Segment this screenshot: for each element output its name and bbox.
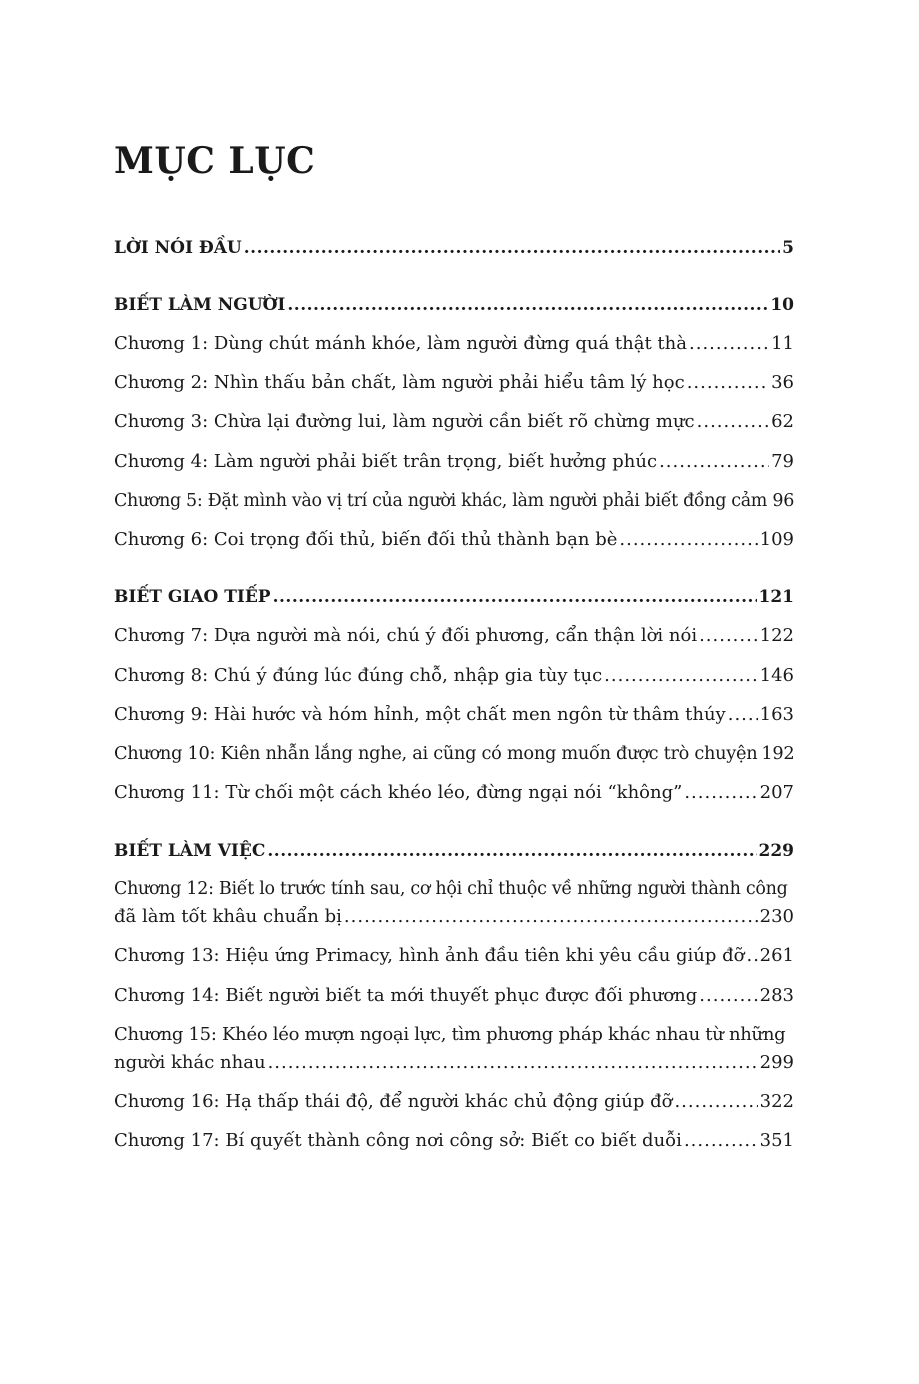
entry-page-number: 11 [771,333,794,354]
dot-leader [268,1050,758,1076]
toc-entry-chapter-14 [114,983,794,1009]
entry-label: Chương 11: Từ chối một cách khéo léo, đừng ngại nói “không” [114,782,683,803]
entry-label: Chương 6: Coi trọng đối thủ, biến đối thủ thành bạn bè [114,529,618,550]
toc-entry-preface [114,235,794,261]
entry-page-number: 322 [759,1091,794,1112]
entry-label: Chương 3: Chừa lại đường lui, làm người cần biết rõ chừng mực [114,411,695,432]
toc-entry-chapter-3 [114,409,794,435]
entry-label: Chương 9: Hài hước và hóm hỉnh, một chất men ngôn từ thâm thúy [114,704,726,725]
entry-label: Chương 10: Kiên nhẫn lắng nghe, ai cũng có mong muốn được trò chuyện [114,744,758,764]
dot-leader [697,409,769,435]
entry-label-line-2: đã làm tốt khâu chuẩn bị [114,906,342,927]
entry-page-number: 261 [759,945,794,966]
entry-page-number: 122 [759,625,794,646]
toc-entry-chapter-4 [114,449,794,475]
entry-page-number: 121 [758,587,794,607]
entry-page-number: 283 [759,985,794,1006]
dot-leader [689,331,769,357]
dot-leader [267,838,756,864]
dot-leader [684,1128,758,1154]
entry-page-number: 10 [770,295,794,315]
entry-label: LỜI NÓI ĐẦU [114,238,242,258]
dot-leader [287,292,768,318]
entry-label-line-1: Chương 12: Biết lo trước tính sau, cơ hội chỉ thuộc về những người thành công [114,879,788,899]
entry-label: Chương 7: Dựa người mà nói, chú ý đối phương, cẩn thận lời nói [114,625,698,646]
dot-leader [728,702,758,728]
toc-entry-chapter-15 [114,1050,794,1076]
dot-leader [344,904,758,930]
entry-page-number: 96 [772,491,794,511]
toc-entry-chapter-1 [114,331,794,357]
dot-leader [699,623,758,649]
entry-page-number: 229 [758,841,794,861]
entry-page-number: 351 [759,1130,794,1151]
entry-label-line-2: người khác nhau [114,1052,266,1073]
dot-leader [699,983,757,1009]
dot-leader [604,663,757,689]
entry-label-line-1: Chương 15: Khéo léo mượn ngoại lực, tìm phương pháp khác nhau từ những [114,1024,786,1045]
dot-leader [244,235,780,261]
entry-page-number: 299 [759,1052,794,1073]
toc-entry-chapter-2 [114,370,794,396]
entry-label: Chương 8: Chú ý đúng lúc đúng chỗ, nhập gia tùy tục [114,665,603,686]
entry-page-number: 230 [759,906,794,927]
section-label: BIẾT LÀM VIỆC [114,841,266,861]
entry-label: Chương 17: Bí quyết thành công nơi công sở: Biết co biết duỗi [114,1130,682,1151]
dot-leader [687,370,769,396]
entry-page-number: 79 [771,451,794,472]
toc-entry-chapter-7 [114,623,794,649]
entry-label: Chương 2: Nhìn thấu bản chất, làm người phải hiểu tâm lý học [114,372,685,393]
dot-leader [746,943,757,969]
entry-label: Chương 16: Hạ thấp thái độ, để người khác chủ động giúp đỡ [114,1091,673,1112]
entry-page-number: 36 [771,372,794,393]
entry-page-number: 207 [759,782,794,803]
entry-label: Chương 1: Dùng chút mánh khóe, làm người đừng quá thật thà [114,333,687,354]
toc-entry-chapter-17 [114,1128,794,1154]
entry-label: Chương 5: Đặt mình vào vị trí của người khác, làm người phải biết đồng cảm [114,491,768,511]
toc-entry-chapter-5 [114,488,794,514]
dot-leader [684,780,757,806]
dot-leader [273,584,757,610]
toc-entry-chapter-12 [114,904,794,930]
entry-page-number: 146 [759,665,794,686]
section-label: BIẾT LÀM NGƯỜI [114,295,286,315]
entry-page-number: 5 [782,238,794,258]
entry-label: Chương 4: Làm người phải biết trân trọng, biết hưởng phúc [114,451,658,472]
page-title: MỤC LỤC [114,140,316,182]
dot-leader [674,1089,757,1115]
entry-label: Chương 13: Hiệu ứng Primacy, hình ảnh đầu tiên khi yêu cầu giúp đỡ [114,945,745,966]
entry-page-number: 62 [771,411,794,432]
toc-section-biet-lam-viec [114,838,794,864]
entry-page-number: 109 [759,529,794,550]
section-label: BIẾT GIAO TIẾP [114,587,271,607]
entry-page-number: 192 [761,744,795,764]
toc-section-biet-giao-tiep [114,584,794,610]
entry-label: Chương 14: Biết người biết ta mới thuyết phục được đối phương [114,985,698,1006]
toc-entry-chapter-6 [114,527,794,553]
toc-section-biet-lam-nguoi [114,292,794,318]
toc-entry-chapter-13 [114,943,794,969]
entry-page-number: 163 [759,704,794,725]
toc-entry-chapter-9 [114,702,794,728]
toc-entry-chapter-16 [114,1089,794,1115]
dot-leader [619,527,757,553]
dot-leader [769,488,770,514]
toc-entry-chapter-11 [114,780,794,806]
toc-entry-chapter-8 [114,663,794,689]
toc-entry-chapter-10 [114,741,794,767]
dot-leader [659,449,769,475]
